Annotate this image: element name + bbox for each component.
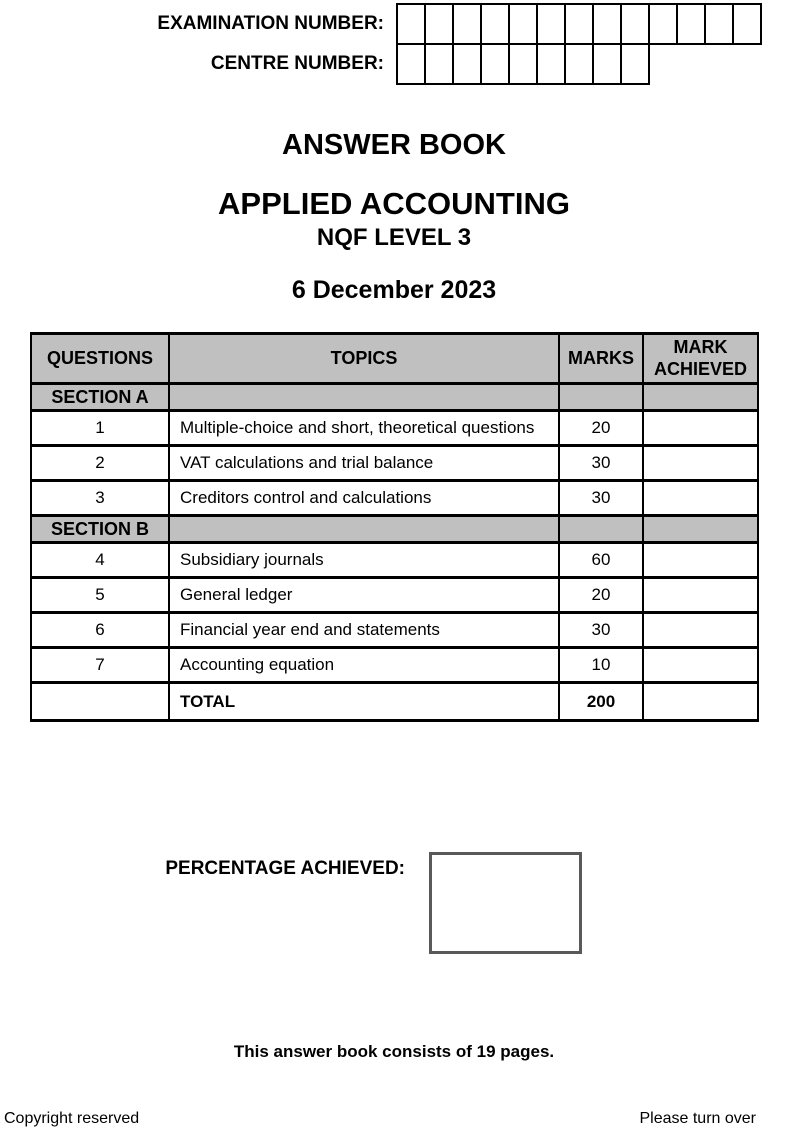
question-number-cell: 1 xyxy=(31,411,169,446)
examination-number-cell[interactable] xyxy=(648,3,678,45)
centre-number-cell[interactable] xyxy=(508,43,538,85)
centre-number-cell[interactable] xyxy=(396,43,426,85)
section-row xyxy=(31,384,758,411)
question-number-cell: 5 xyxy=(31,578,169,613)
question-row xyxy=(31,613,758,648)
marks-table xyxy=(30,332,759,722)
examination-number-cell[interactable] xyxy=(508,3,538,45)
centre-number-cell[interactable] xyxy=(424,43,454,85)
mark-achieved-cell[interactable] xyxy=(643,481,758,516)
mark-achieved-cell xyxy=(643,516,758,543)
percentage-achieved-block xyxy=(0,852,582,954)
centre-number-cell[interactable] xyxy=(480,43,510,85)
question-row xyxy=(31,648,758,683)
question-row xyxy=(31,481,758,516)
examination-number-cell[interactable] xyxy=(424,3,454,45)
examination-number-cell[interactable] xyxy=(564,3,594,45)
copyright-text: Copyright reserved xyxy=(4,1110,140,1127)
topic-cell: TOTAL xyxy=(169,683,559,721)
topic-cell xyxy=(169,516,559,543)
mark-achieved-header: MARK ACHIEVED xyxy=(643,334,758,384)
mark-achieved-cell[interactable] xyxy=(643,543,758,578)
question-row xyxy=(31,578,758,613)
centre-number-grid xyxy=(396,43,650,85)
answer-book-title: ANSWER BOOK xyxy=(282,129,506,161)
section-row xyxy=(31,516,758,543)
topic-cell: Financial year end and statements xyxy=(169,613,559,648)
number-fields-block xyxy=(0,3,800,85)
question-number-cell: 7 xyxy=(31,648,169,683)
question-row xyxy=(31,543,758,578)
examination-number-cell[interactable] xyxy=(704,3,734,45)
percentage-achieved-label: PERCENTAGE ACHIEVED: xyxy=(165,858,405,879)
marks-table-wrap xyxy=(30,332,759,722)
mark-achieved-cell[interactable] xyxy=(643,411,758,446)
examination-number-grid xyxy=(396,3,762,45)
percentage-achieved-box[interactable] xyxy=(429,852,582,954)
examination-number-row xyxy=(0,3,800,45)
topics-header: TOPICS xyxy=(169,334,559,384)
total-row xyxy=(31,683,758,721)
question-number-cell: 2 xyxy=(31,446,169,481)
examination-number-cell[interactable] xyxy=(592,3,622,45)
marks-table-body xyxy=(31,384,758,721)
marks-cell: 20 xyxy=(559,411,643,446)
question-number-cell: 6 xyxy=(31,613,169,648)
marks-cell: 20 xyxy=(559,578,643,613)
marks-cell xyxy=(559,384,643,411)
topic-cell: General ledger xyxy=(169,578,559,613)
mark-achieved-cell[interactable] xyxy=(643,446,758,481)
topic-cell: Accounting equation xyxy=(169,648,559,683)
centre-number-cell[interactable] xyxy=(564,43,594,85)
examination-number-cell[interactable] xyxy=(536,3,566,45)
question-number-cell xyxy=(31,683,169,721)
section-label-cell: SECTION B xyxy=(31,516,169,543)
footer xyxy=(4,1110,756,1128)
examination-number-label: EXAMINATION NUMBER: xyxy=(157,13,384,34)
topic-cell: Subsidiary journals xyxy=(169,543,559,578)
mark-achieved-cell[interactable] xyxy=(643,683,758,721)
exam-date: 6 December 2023 xyxy=(291,276,497,304)
mark-achieved-cell xyxy=(643,384,758,411)
marks-table-header-row xyxy=(31,334,758,384)
centre-number-cell[interactable] xyxy=(620,43,650,85)
question-row xyxy=(31,446,758,481)
questions-header: QUESTIONS xyxy=(31,334,169,384)
examination-number-cell[interactable] xyxy=(480,3,510,45)
section-label-cell: SECTION A xyxy=(31,384,169,411)
turn-over-text: Please turn over xyxy=(639,1110,756,1127)
examination-number-cell[interactable] xyxy=(676,3,706,45)
marks-header: MARKS xyxy=(559,334,643,384)
question-number-cell: 4 xyxy=(31,543,169,578)
centre-number-label: CENTRE NUMBER: xyxy=(210,53,384,74)
marks-cell: 10 xyxy=(559,648,643,683)
topic-cell: Multiple-choice and short, theoretical questions xyxy=(169,411,559,446)
question-number-cell: 3 xyxy=(31,481,169,516)
mark-achieved-cell[interactable] xyxy=(643,648,758,683)
level-subtitle: NQF LEVEL 3 xyxy=(316,224,472,251)
centre-number-cell[interactable] xyxy=(452,43,482,85)
centre-number-cell[interactable] xyxy=(592,43,622,85)
marks-cell: 30 xyxy=(559,446,643,481)
marks-cell: 60 xyxy=(559,543,643,578)
mark-achieved-cell[interactable] xyxy=(643,613,758,648)
examination-number-cell[interactable] xyxy=(452,3,482,45)
topic-cell xyxy=(169,384,559,411)
examination-number-cell[interactable] xyxy=(732,3,762,45)
marks-cell xyxy=(559,516,643,543)
examination-number-cell[interactable] xyxy=(620,3,650,45)
examination-number-cell[interactable] xyxy=(396,3,426,45)
centre-number-row xyxy=(0,43,800,85)
question-row xyxy=(31,411,758,446)
topic-cell: VAT calculations and trial balance xyxy=(169,446,559,481)
subject-title: APPLIED ACCOUNTING xyxy=(218,186,570,221)
pages-note: This answer book consists of 19 pages. xyxy=(233,1042,555,1061)
marks-cell: 30 xyxy=(559,481,643,516)
marks-cell: 200 xyxy=(559,683,643,721)
mark-achieved-cell[interactable] xyxy=(643,578,758,613)
marks-cell: 30 xyxy=(559,613,643,648)
topic-cell: Creditors control and calculations xyxy=(169,481,559,516)
centre-number-cell[interactable] xyxy=(536,43,566,85)
